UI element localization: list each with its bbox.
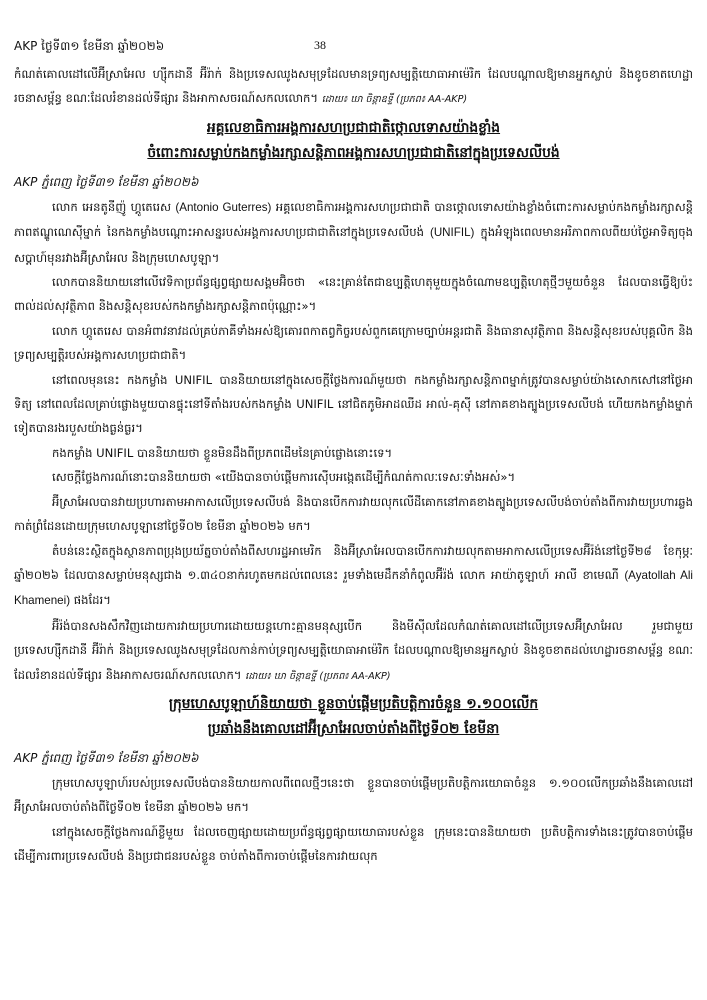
article1-headline [14, 116, 693, 166]
article1-p9-text: អ៊ីរ៉ង់បានសងសឹកវិញដោយការវាយប្រហារដោយយន្តហោះគ្មានមនុស្សបើក និងមីស៊ីលដែលកំណត់គោលដៅលើប្រទេសអ៊ីស្រាអែល រួមជាមួយប្រទេសហ្ស៊ីកដានី អ៊ីរ៉ាក់ និងប្រទេសឈូងសមុទ្រដែលកាន់កាប់ទ្រព្យសម្បត្តិយោធាអាម៉េរិក ដែលបណ្តាលឱ្យមានអ្នកស្លាប់ និងខូចខាតដល់ហេដ្ឋារចនាសម្ព័ន្ធ ខណៈដែលរំខានដល់ទីផ្សារ និងអាកាសចរណ៍សកលលោក។ [14, 618, 693, 682]
article2-headline-line2: ប្រឆាំងនឹងគោលដៅអ៊ីស្រាអែលចាប់តាំងពីថ្ងៃទី០២ ខែមីនា [207, 720, 500, 737]
article1-p1-acronym: (UNIFIL) [429, 226, 475, 240]
article1-headline-line1: អគ្គលេខាធិការអង្គការសហប្រជាជាតិថ្កោលទោសយ៉ាងខ្លាំង [206, 119, 501, 136]
article1-p8-part-a: តំបន់នេះស្ថិតក្នុងស្ថានភាពប្រុងប្រយ័ត្នចាប់តាំងពីសហរដ្ឋអាមេរិក និងអ៊ីស្រាអែលបានបើកការវាយលុកតាមអាកាសលើប្រទេសអ៊ីរ៉ង់នៅថ្ងៃទី២៨ ខែកុម្ភៈ ឆ្នាំ២០២៦ ដែលបានសម្លាប់មនុស្សជាង ១.៣៤០នាក់រហូតមកដល់ពេលនេះ រួមទាំងមេដឹកនាំកំពូលអ៊ីរ៉ង់ លោក អាយ៉ាតូឡាហ៍ អាលី ខាមេណី [14, 543, 693, 582]
page-header [14, 38, 693, 54]
continued-paragraph [14, 62, 693, 113]
article1-paragraph: លោក ហ្គូតេរេស បានអំពាវនាវដល់គ្រប់ភាគីទាំងអស់ឱ្យគោរពកាតព្វកិច្ចរបស់ពួកគេក្រោមច្បាប់អន្តរជាតិ និងធានាសុវត្ថិភាព និងសន្តិសុខរបស់បុគ្គលិក និងទ្រព្យសម្បត្តិរបស់អង្គការសហប្រជាជាតិ។ [14, 323, 693, 363]
article1-p1-part-b: អគ្គលេខាធិការអង្គការសហប្រជាជាតិ បានថ្កោលទោសយ៉ាងខ្លាំងចំពោះការសម្លាប់កងកម្លាំងរក្សាសន្តិភាពឥណ្ឌូណេស៊ីម្នាក់ នៃកងកម្លាំងបណ្តោះអាសន្នរបស់អង្គការសហប្រជាជាតិនៅក្នុងប្រទេសលីបង់ [14, 199, 693, 240]
article1-paragraph [14, 614, 693, 689]
article1-paragraph: អ៊ីស្រាអែលបានវាយប្រហារតាមអាកាសលើប្រទេសលីបង់ និងបានបើកការវាយលុកលើដីគោកនៅភាគខាងត្បូងប្រទេសលីបង់ចាប់តាំងពីការវាយប្រហារឆ្លងកាត់ព្រំដែនដោយក្រុមហេសបូឡានៅថ្ងៃទី០២ ខែមីនា ឆ្នាំ២០២៦ មក។ [14, 494, 693, 534]
article1-paragraph: កងកម្លាំង UNIFIL បាននិយាយថា ខ្លួនមិនដឹងពីប្រភពដើមនៃគ្រាប់ផ្លោងនោះទេ។ [52, 445, 393, 460]
article2-dateline: AKP ភ្នំពេញ ថ្ងៃទី៣១ ខែមីនា ឆ្នាំ២០២៦ [14, 750, 199, 765]
header-dateline: AKP ថ្ងៃទី៣១ ខែមីនា ឆ្នាំ២០២៦ [14, 39, 165, 53]
article2-paragraph: ក្រុមហេសបូឡាហ៍របស់ប្រទេសលីបង់បាននិយាយកាលពីពេលថ្មីៗនេះថា ខ្លួនបានចាប់ផ្តើមប្រតិបត្តិការយោធាចំនួន ១.១០០លើកប្រឆាំងនឹងគោលដៅអ៊ីស្រាអែលចាប់តាំងពីថ្ងៃទី០២ ខែមីនា ឆ្នាំ២០២៦ មក។ [14, 775, 693, 815]
page-number: 38 [314, 38, 326, 52]
article1-paragraph: លោកបាននិយាយនៅលើវេទិកាប្រព័ន្ធផ្សព្វផ្សាយសង្គមអ៊ិចថា «នេះគ្រាន់តែជាឧប្បត្តិហេតុមួយក្នុងចំណោមឧប្បត្តិហេតុថ្មីៗមួយចំនួន ដែលបានធ្វើឱ្យប៉ះពាល់ដល់សុវត្ថិភាព និងសន្តិសុខរបស់កងកម្លាំងរក្សាសន្តិភាពប៉ុណ្ណោះ»។ [14, 275, 693, 314]
article1-paragraph [14, 195, 693, 270]
article1-p1-part-a: លោក អេនតូនីញ៉ូ ហ្គូតេរេស [52, 199, 176, 214]
continued-text: កំណត់គោលដៅលើអ៊ីស្រាអែល ហ្ស៊ីកដានី អ៊ីរ៉ាក់ និងប្រទេសឈូងសមុទ្រដែលមានទ្រព្យសម្បត្តិយោធាអាម៉េរិក ដែលបណ្តាលឱ្យមានអ្នកស្លាប់ និងខូចខាតហេដ្ឋារចនាសម្ព័ន្ធ ខណៈដែលរំខានដល់ទីផ្សារ និងអាកាសចរណ៍សកលលោក។ [14, 67, 693, 106]
article1-byline: ដោយ៖ ឃា ចិន្តាឧទ្ទី (ប្រភព៖ AA-AKP) [245, 670, 391, 682]
article1-paragraph [14, 539, 693, 614]
article2-headline-line1: ក្រុមហេសបូឡាហ៍និយាយថា ខ្លួនចាប់ផ្តើមប្រតិបត្តិការចំនួន ១.១០០លើក [168, 695, 539, 712]
article2-paragraph: នៅក្នុងសេចក្តីថ្លែងការណ៍ខ្លីមួយ ដែលចេញផ្សាយដោយប្រព័ន្ធផ្សព្វផ្សាយយោធារបស់ខ្លួន ក្រុមនេះបាននិយាយថា ប្រតិបត្តិការទាំងនេះត្រូវបានចាប់ផ្តើមដើម្បីការពារប្រទេសលីបង់ និងប្រជាជនរបស់ខ្លួន ចាប់តាំងពីការចាប់ផ្តើមនៃការវាយលុក [14, 824, 693, 864]
article1-p1-english-name: (Antonio Guterres) [175, 200, 272, 214]
article1-headline-line2: ចំពោះការសម្លាប់កងកម្លាំងរក្សាសន្តិភាពអង្គការសហប្រជាជាតិនៅក្នុងប្រទេសលីបង់ [147, 144, 560, 161]
article2-headline [14, 692, 693, 742]
page-content [14, 62, 693, 869]
intro-byline: ដោយ៖ ឃា ចិន្តាឧទ្ទី (ប្រភព៖ AA-AKP) [321, 94, 468, 106]
article1-dateline: AKP ភ្នំពេញ ថ្ងៃទី៣១ ខែមីនា ឆ្នាំ២០២៦ [14, 174, 199, 189]
article1-p8-part-b: ផងដែរ។ [70, 593, 111, 608]
article1-paragraph: សេចក្តីថ្លែងការណ៍នោះបាននិយាយថា «យើងបានចាប់ផ្តើមការស៊ើបអង្កេតដើម្បីកំណត់កាលៈទេសៈទាំងអស់»។ [52, 470, 516, 485]
article1-paragraph: នៅពេលមុននេះ កងកម្លាំង UNIFIL បាននិយាយនៅក្នុងសេចក្តីថ្លែងការណ៍មួយថា កងកម្លាំងរក្សាសន្តិភាពម្នាក់ត្រូវបានសម្លាប់យ៉ាងសោកសៅនៅថ្ងៃអាទិត្យ នៅពេលដែលគ្រាប់ផ្លោងមួយបានផ្ទុះនៅទីតាំងរបស់កងកម្លាំង UNIFIL នៅជិតភូមិអាដឈីដ អាល់-គុស៊ី នៅភាគខាងត្បូងប្រទេសលីបង់ ហើយកងកម្លាំងម្នាក់ទៀតបានរងរបួសយ៉ាងធ្ងន់ធ្ងរ។ [14, 372, 693, 436]
article1-p1-part-c: ក្នុងអំឡុងពេលមានអរិភាពកាលពីយប់ថ្ងៃអាទិត្យចុងសប្តាហ៍មុនរវាងអ៊ីស្រាអែល និងក្រុមហេសបូឡា។ [14, 225, 693, 265]
article1-p8-english-name: (Ayatollah Ali Khamenei) [14, 568, 693, 608]
